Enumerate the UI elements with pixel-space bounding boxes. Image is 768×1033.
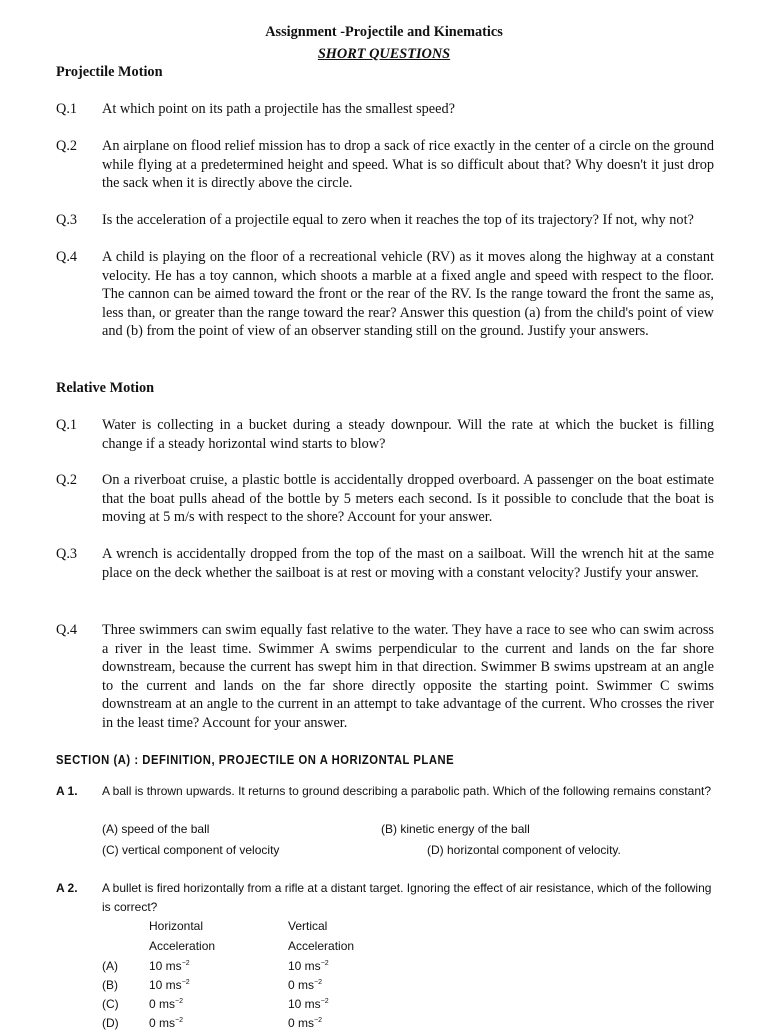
- option-label: (B): [102, 978, 118, 992]
- question-text: On a riverboat cruise, a plastic bottle is accidentally dropped overboard. A passenger on the boat estimate that the boat pulls ahead of the bottle by 5 meters each second. Is it possible to conclude that the boat is moving at 5 m/s with respect to the shore? Account for your answer.: [102, 472, 714, 526]
- option-label: (C): [102, 997, 119, 1011]
- option-horizontal-value: 0 $ms^{-2}$: [149, 997, 183, 1011]
- question-number: Q.3: [56, 546, 78, 562]
- question-text: At which point on its path a projectile has the smallest speed?: [102, 101, 455, 117]
- column-header-vertical: Vertical: [288, 919, 328, 933]
- section-a-heading: SECTION (A) : DEFINITION, PROJECTILE ON A HORIZONTAL PLANE: [56, 753, 455, 767]
- question-number: Q.1: [56, 417, 78, 433]
- option-a: (A) speed of the ball: [102, 822, 210, 836]
- question-text: A bullet is fired horizontally from a rifle at a distant target. Ignoring the effect of air resistance, which of the following is correct?: [102, 881, 712, 915]
- option-vertical-value: 0 $ms^{-2}$: [288, 1016, 322, 1030]
- column-header-acceleration: Acceleration: [288, 939, 355, 953]
- question-number: Q.2: [56, 138, 78, 154]
- question-number: Q.4: [56, 622, 78, 638]
- column-header-horizontal: Horizontal: [149, 919, 204, 933]
- option-vertical-value: 10 $ms^{-2}$: [288, 959, 329, 973]
- question-text: An airplane on flood relief mission has to drop a sack of rice exactly in the center of a circle on the ground while flying at a predetermined height and speed. What is so difficult about that? Why doesn't it just drop the sack when it is directly above the circle.: [102, 138, 714, 192]
- question-text: A wrench is accidentally dropped from the top of the mast on a sailboat. Will the wrench hit at the same place on the deck whether the sailboat is at rest or moving with a constant velocity? Justify your answer.: [102, 546, 714, 581]
- question-number: Q.2: [56, 472, 78, 488]
- option-c: (C) vertical component of velocity: [102, 843, 280, 857]
- option-label: (A): [102, 959, 118, 973]
- question-text: A ball is thrown upwards. It returns to ground describing a parabolic path. Which of the following remains constant?: [102, 784, 711, 798]
- document-subtitle: SHORT QUESTIONS: [317, 46, 451, 62]
- question-text: Water is collecting in a bucket during a steady downpour. Will the rate at which the bucket is filling change if a steady horizontal wind starts to blow?: [102, 417, 714, 452]
- option-horizontal-value: 0 $ms^{-2}$: [149, 1016, 183, 1030]
- question-text: Is the acceleration of a projectile equal to zero when it reaches the top of its trajectory? If not, why not?: [102, 212, 694, 228]
- section-heading-projectile: Projectile Motion: [56, 64, 163, 80]
- question-number: Q.4: [56, 249, 78, 265]
- question-text: A child is playing on the floor of a recreational vehicle (RV) as it moves along the highway at a constant velocity. He has a toy cannon, which shoots a marble at a fixed angle and speed with respect to the floor. The cannon can be aimed toward the front or the rear of the RV. Is the range toward the front the same as, less than, or greater than the range toward the rear? Answer this question (a) from the child's point of view and (b) from the point of view of an observer standing still on the ground. Justify your answers.: [102, 249, 714, 340]
- option-horizontal-value: 10 $ms^{-2}$: [149, 978, 190, 992]
- question-number: A 2.: [56, 881, 78, 895]
- column-header-acceleration: Acceleration: [149, 939, 216, 953]
- option-b: (B) kinetic energy of the ball: [381, 822, 530, 836]
- question-number: Q.1: [56, 101, 78, 117]
- document-title: Assignment -Projectile and Kinematics: [265, 24, 503, 40]
- option-vertical-value: 0 $ms^{-2}$: [288, 978, 322, 992]
- option-d: (D) horizontal component of velocity.: [427, 843, 621, 857]
- option-vertical-value: 10 $ms^{-2}$: [288, 997, 329, 1011]
- option-label: (D): [102, 1016, 119, 1030]
- question-text: Three swimmers can swim equally fast relative to the water. They have a race to see who can swim across a river in the least time. Swimmer A swims perpendicular to the current and lands on the far shore downstream, because the current has swept him in that direction. Swimmer B swims upstream at an angle to the current and lands on the far shore directly opposite the starting point. Swimmer C swims downstream at an angle to the current in an attempt to take advantage of the current. Who crosses the river in the least time? Account for your answer.: [102, 622, 714, 731]
- section-heading-relative: Relative Motion: [56, 380, 155, 396]
- question-number: Q.3: [56, 212, 78, 228]
- question-number: A 1.: [56, 784, 78, 798]
- option-horizontal-value: 10 $ms^{-2}$: [149, 959, 190, 973]
